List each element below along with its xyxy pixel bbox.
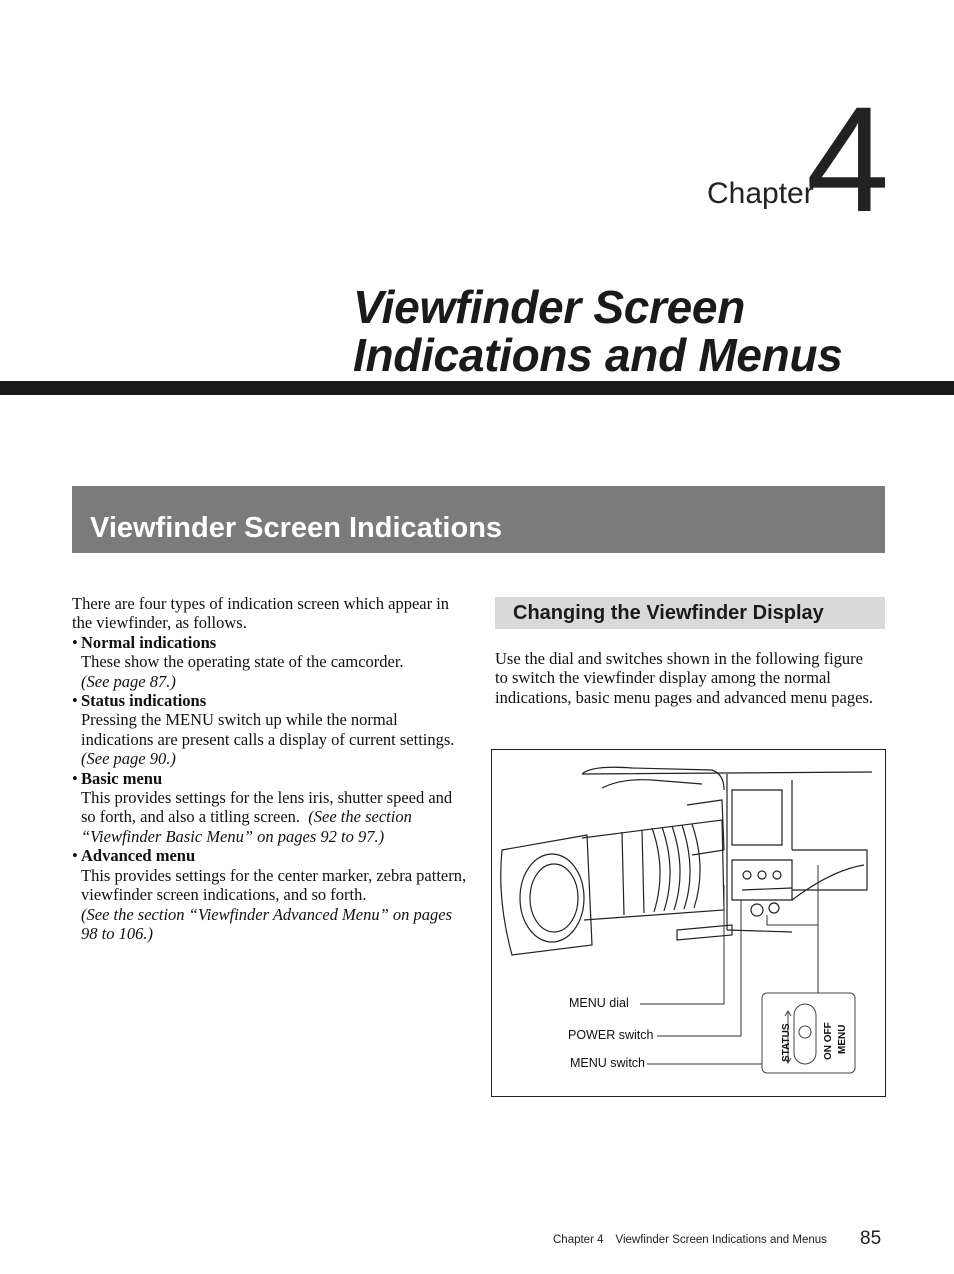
bullet: • bbox=[72, 691, 78, 711]
page-reference: (See page 90.) bbox=[81, 749, 176, 769]
chapter-title bbox=[353, 283, 843, 379]
list-item-status bbox=[72, 691, 467, 769]
footer-chapter-title: Viewfinder Screen Indications and Menus bbox=[615, 1234, 827, 1246]
list-item-advanced-menu bbox=[72, 846, 467, 943]
list-item-basic-menu bbox=[72, 769, 467, 847]
bullet: • bbox=[72, 768, 78, 788]
power-switch-label: POWER switch bbox=[568, 1028, 654, 1042]
page-reference: (See page 87.) bbox=[81, 671, 176, 691]
menu-switch-panel-label: MENU bbox=[837, 1024, 848, 1054]
chapter-number: 4 bbox=[806, 75, 890, 243]
subsection-paragraph: Use the dial and switches shown in the following figure to switch the viewfinder display among the normal indications, basic menu pages and advanced menu pages. bbox=[495, 649, 874, 707]
footer-chapter: Chapter 4 bbox=[553, 1234, 604, 1246]
camcorder-figure bbox=[491, 749, 886, 1097]
list-item-title: Status indications bbox=[81, 691, 207, 711]
intro-paragraph: There are four types of indication screen which appear in the viewfinder, as follows. bbox=[72, 594, 450, 633]
subsection-title: Changing the Viewfinder Display bbox=[513, 602, 824, 624]
chapter-label: Chapter bbox=[707, 177, 814, 210]
left-column bbox=[72, 594, 467, 943]
chapter-header bbox=[0, 0, 954, 400]
chapter-title-line-2: Indications and Menus bbox=[353, 329, 843, 381]
chapter-title-line-1: Viewfinder Screen bbox=[353, 281, 746, 333]
list-item-title: Basic menu bbox=[81, 768, 163, 788]
page-number: 85 bbox=[860, 1228, 882, 1249]
section-title: Viewfinder Screen Indications bbox=[90, 512, 503, 544]
page-reference: (See the section “Viewfinder Basic Menu” on pages 92 to 97.) bbox=[81, 807, 412, 846]
menu-dial-label: MENU dial bbox=[569, 996, 629, 1010]
footer-running-title bbox=[553, 1234, 827, 1246]
list-item-body: Pressing the MENU switch up while the normal indications are present calls a display of current settings. bbox=[81, 710, 455, 749]
status-switch-label: STATUS bbox=[781, 1023, 792, 1062]
list-item-body: This provides settings for the center marker, zebra pattern, viewfinder screen indications, and so forth. bbox=[81, 865, 467, 905]
list-item-body: These show the operating state of the camcorder. bbox=[81, 652, 404, 672]
menu-switch-label: MENU switch bbox=[570, 1056, 646, 1070]
list-item-title: Normal indications bbox=[81, 632, 217, 652]
bullet: • bbox=[72, 632, 78, 652]
page-reference: (See the section “Viewfinder Advanced Menu” on pages 98 to 106.) bbox=[81, 904, 453, 943]
list-item-body: This provides settings for the lens iris, shutter speed and so forth, and also a titling screen. bbox=[81, 788, 453, 827]
bullet: • bbox=[72, 846, 78, 866]
on-off-switch-label: ON OFF bbox=[823, 1022, 834, 1060]
subsection-banner bbox=[495, 597, 885, 629]
section-banner bbox=[72, 486, 885, 553]
list-item-normal bbox=[72, 633, 467, 691]
title-rule bbox=[0, 381, 954, 395]
list-item-title: Advanced menu bbox=[81, 846, 196, 866]
